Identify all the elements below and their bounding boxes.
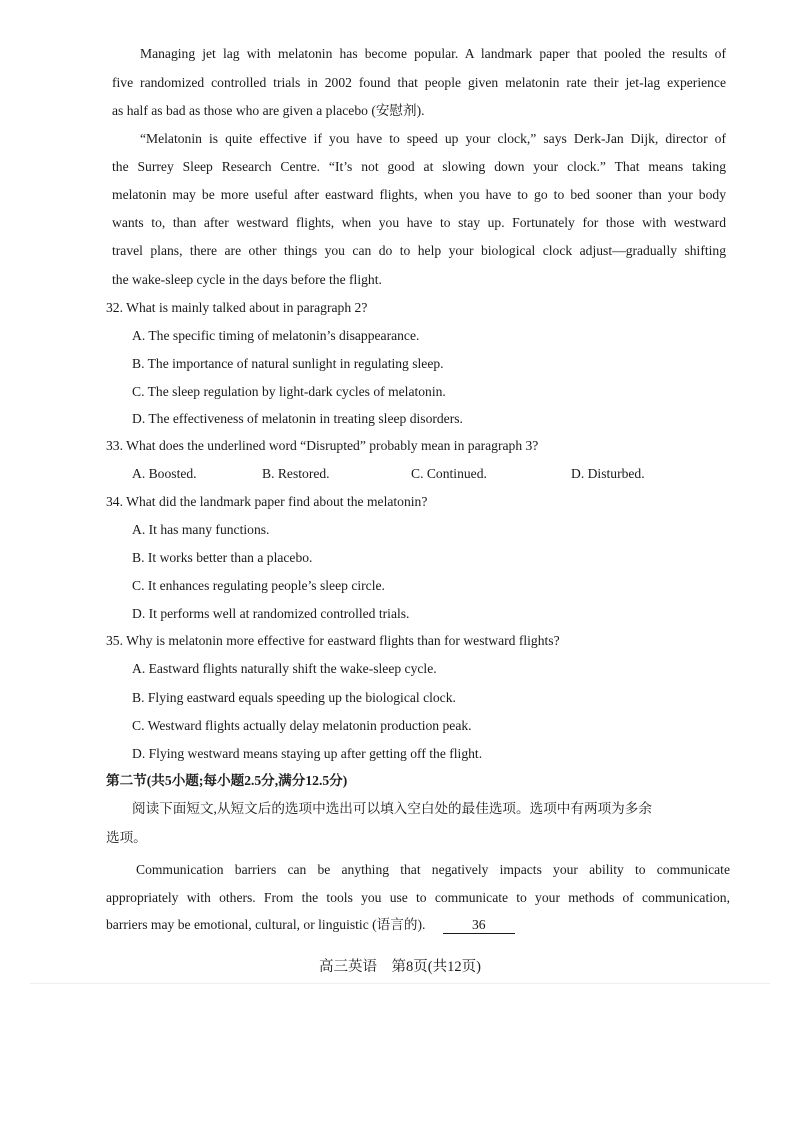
passage-text: barriers may be emotional, cultural, or linguistic (语言的).: [106, 917, 426, 932]
footer-divider: [30, 983, 770, 984]
option-35-c[interactable]: C. Westward flights actually delay melatonin production peak.: [132, 718, 472, 733]
passage-line: appropriately with others. From the tools you use to communicate to your methods of communication,: [106, 890, 730, 905]
option-32-d[interactable]: D. The effectiveness of melatonin in treating sleep disorders.: [132, 411, 463, 426]
question-stem-34: 34. What did the landmark paper find about the melatonin?: [106, 494, 428, 509]
option-32-a[interactable]: A. The specific timing of melatonin’s disappearance.: [132, 328, 420, 343]
passage-line-with-blank: [106, 916, 515, 934]
passage-line: the Surrey Sleep Research Centre. “It’s not good at slowing down your clock.” That means taking: [112, 159, 726, 174]
passage-line: Managing jet lag with melatonin has become popular. A landmark paper that pooled the results of: [140, 46, 726, 61]
passage-line: five randomized controlled trials in 2002 found that people given melatonin rate their jet-lag experience: [112, 75, 726, 90]
question-stem-35: 35. Why is melatonin more effective for eastward flights than for westward flights?: [106, 633, 560, 648]
option-35-d[interactable]: D. Flying westward means staying up after getting off the flight.: [132, 746, 483, 761]
page-footer: 高三英语 第8页(共12页): [319, 959, 481, 975]
passage-line: travel plans, there are other things you can do to help your biological clock adjust—gradually shifting: [112, 243, 726, 258]
option-33-c[interactable]: C. Continued.: [411, 466, 487, 481]
option-34-c[interactable]: C. It enhances regulating people’s sleep circle.: [132, 578, 385, 593]
blank-36[interactable]: 36: [443, 917, 515, 934]
section-instruction: 选项。: [106, 830, 147, 845]
option-34-b[interactable]: B. It works better than a placebo.: [132, 550, 313, 565]
passage-line: Communication barriers can be anything that negatively impacts your ability to communicate: [136, 862, 730, 877]
passage-line: “Melatonin is quite effective if you have to speed up your clock,” says Derk-Jan Dijk, director of: [140, 131, 726, 146]
question-stem-33: 33. What does the underlined word “Disrupted” probably mean in paragraph 3?: [106, 438, 539, 453]
option-32-c[interactable]: C. The sleep regulation by light-dark cycles of melatonin.: [132, 384, 446, 399]
option-34-d[interactable]: D. It performs well at randomized controlled trials.: [132, 606, 410, 621]
option-33-d[interactable]: D. Disturbed.: [571, 466, 645, 481]
question-stem-32: 32. What is mainly talked about in paragraph 2?: [106, 300, 368, 315]
option-34-a[interactable]: A. It has many functions.: [132, 522, 270, 537]
passage-line: melatonin may be more useful after eastward flights, when you have to go to bed sooner than your body: [112, 187, 726, 202]
option-33-b[interactable]: B. Restored.: [262, 466, 330, 481]
passage-line: wants to, than after westward flights, when you have to stay up. Fortunately for those with westward: [112, 215, 726, 230]
section-heading: 第二节(共5小题;每小题2.5分,满分12.5分): [106, 773, 348, 788]
option-35-a[interactable]: A. Eastward flights naturally shift the wake-sleep cycle.: [132, 661, 437, 676]
option-32-b[interactable]: B. The importance of natural sunlight in regulating sleep.: [132, 356, 444, 371]
passage-line: the wake-sleep cycle in the days before the flight.: [112, 272, 382, 287]
option-33-a[interactable]: A. Boosted.: [132, 466, 197, 481]
passage-line: as half as bad as those who are given a placebo (安慰剂).: [112, 103, 425, 118]
section-instruction: 阅读下面短文,从短文后的选项中选出可以填入空白处的最佳选项。选项中有两项为多余: [132, 801, 652, 816]
option-35-b[interactable]: B. Flying eastward equals speeding up the biological clock.: [132, 690, 456, 705]
